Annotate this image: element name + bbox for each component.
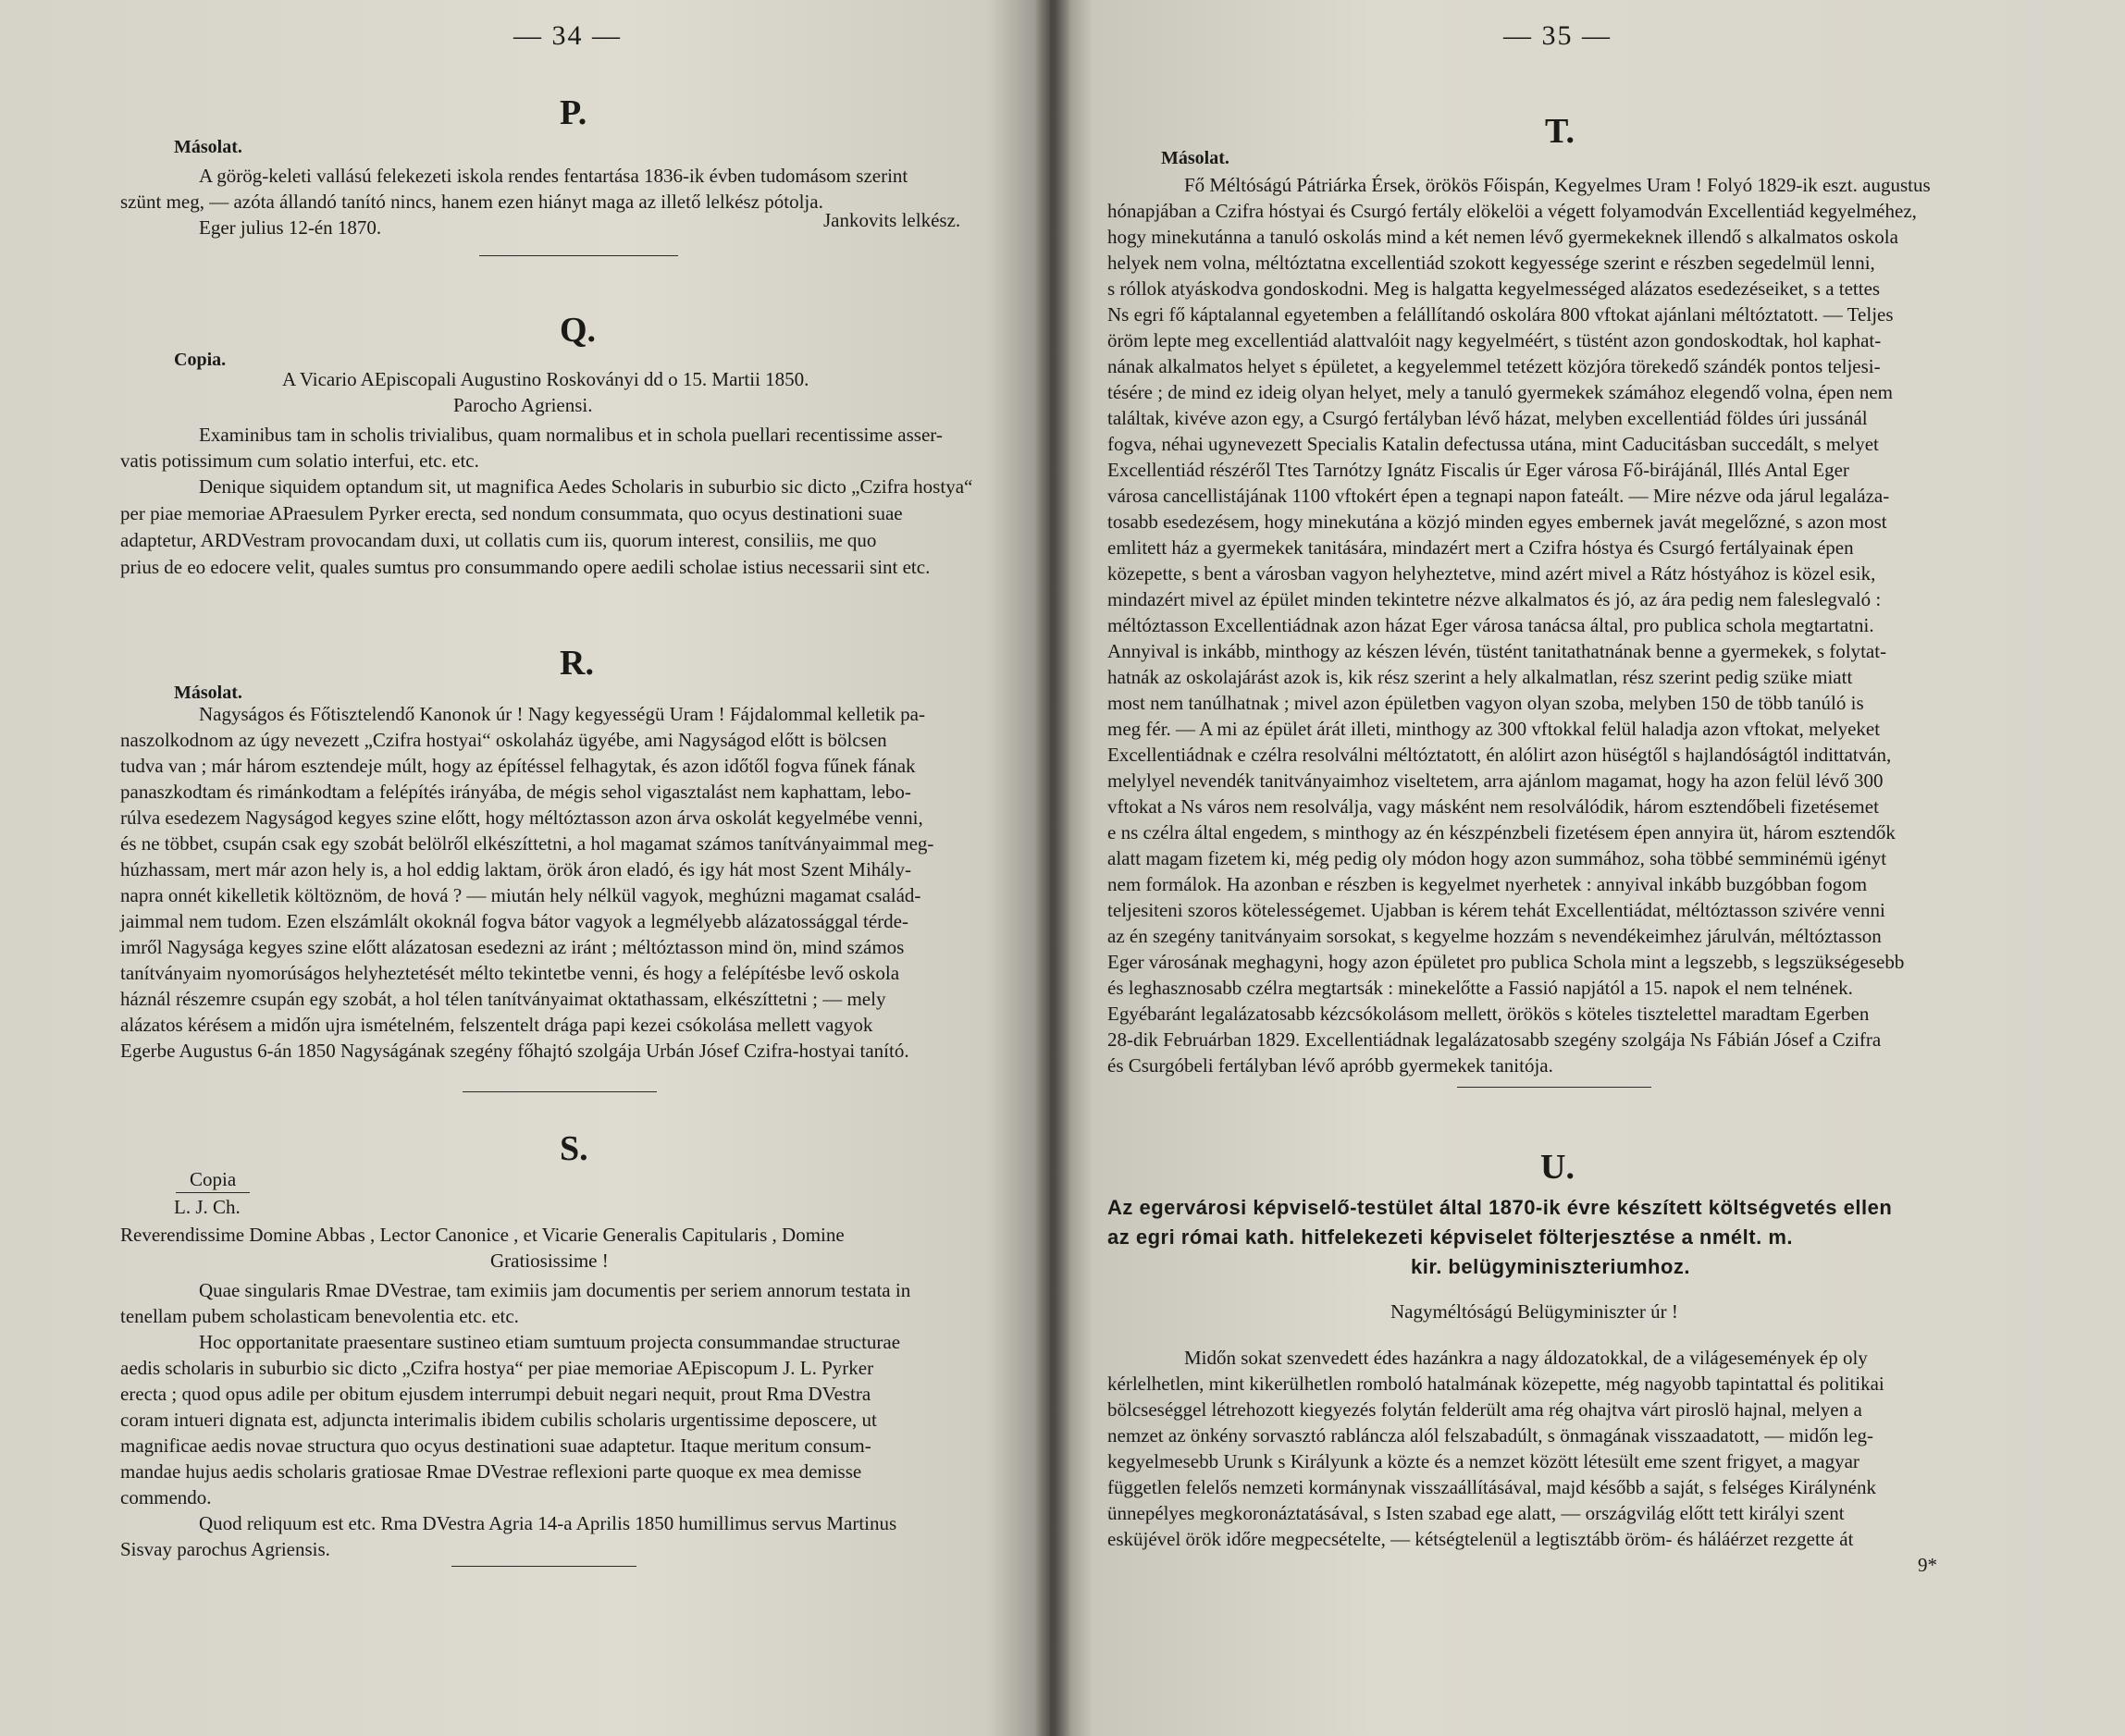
text-line: tenellam pubem scholasticam benevolentia etc. etc. (120, 1305, 519, 1327)
text-line: esküjével örök időre megpecsételte, — kétségtelenül a legtisztább öröm- és háláérzet rezgette át (1107, 1528, 1854, 1550)
book-gutter (1034, 0, 1071, 1736)
text-line: alatt magam fizetem ki, még pedig oly módon hogy azon summához, soha többé semminémü igényt (1107, 847, 1887, 869)
text-line: erecta ; quod opus adile per obitum ejusdem interrumpi debuit negari nequit, prout Rma DVestra (120, 1383, 871, 1405)
section-label: Copia (190, 1168, 237, 1190)
text-line: találtak, kivéve azon egy, a Csurgó fertályban lévő házat, melyben excellentiád földes úri jussánál (1107, 407, 1868, 429)
text-line: tésére ; de mind ez ideig olyan helyet, mely a tanuló gyermekek számához elegendő volna, épen nem (1107, 381, 1894, 403)
text-line: kegyelmesebb Urunk s Királyunk a közte és a nemzet között létesült eme szent frigyet, a magyar (1107, 1450, 1859, 1472)
text-line: nának alkalmatos helyet s épületet, a kegyelemmel tetézett közjóra törekedő szándék pontos teljesi- (1107, 355, 1881, 377)
text-line: öröm lepte meg excellentiád alattvalóit nagy kegyelméért, s tüstént azon gondoskodtak, hol kaphat- (1107, 329, 1882, 351)
text-line: panaszkodtam és rimánkodtam a felépítés irányába, de mégis sehol vigasztalást nem kaphattam, lebo- (120, 781, 911, 803)
text-line: Fő Méltóságú Pátriárka Érsek, örökös Főispán, Kegyelmes Uram ! Folyó 1829-ik eszt. augustus (1184, 174, 1931, 196)
text-line: városa cancellistájának 1100 vftokért épen a tegnapi napon fateált. — Mire nézve oda járul legaláza- (1107, 485, 1890, 507)
text-line: és leghasznosabb czélra megtartsák : minekelőtte a Fassió napjától a 15. napok el nem telnének. (1107, 977, 1853, 999)
section-heading-r: R. (560, 644, 594, 683)
section-heading-p: P. (560, 93, 587, 132)
text-line: nemzet az önkény sorvasztó rablánczа alól felszabadúlt, s önmagának visszaadatott, — midőn leg- (1107, 1424, 1874, 1447)
section-label: L. J. Ch. (174, 1196, 241, 1218)
signature: Jankovits lelkész. (823, 209, 961, 231)
text-line: az én szegény tanitványaim sorsokat, s kegyelme hozzám s nevendékeimhez járulván, méltóztasson (1107, 925, 1882, 947)
text-line: naszolkodnom az úgy nevezett „Czifra hostyai“ oskolaház ügyébe, ami Nagyságod előtt is bölcsen (120, 729, 887, 751)
text-line: Annyival is inkább, minthogy az készen lévén, tüstént tanitathatnának benne a gyermekek, s folytat- (1107, 640, 1887, 662)
text-line: rúlva esedezem Nagyságod kegyes szine előtt, hogy méltóztasson azon árva oskolát kegyelmébe venni, (120, 806, 923, 829)
text-line: Egyébaránt legalázatosabb kézcsókolásom mellett, örökös s köteles tisztelettel maradtam Egerben (1107, 1003, 1870, 1025)
section-label: Másolat. (174, 683, 242, 703)
text-line: alázatos kérésem a midőn ujra ismételném, felszentelt drága papi kezei csókolása mellett vagyok (120, 1014, 873, 1036)
divider (451, 1566, 636, 1567)
text-line: Egerbe Augustus 6-án 1850 Nagyságának szegény főhajtó szolgája Urbán Jósef Czifra-hostyai tanító. (120, 1040, 909, 1062)
divider (1457, 1087, 1651, 1088)
text-line: 28-dik Februárban 1829. Excellentiádnak legalázatosabb szegény szolgája Ns Fábián Jósef a Czifra (1107, 1028, 1882, 1051)
text-line: Parocho Agriensi. (453, 394, 593, 416)
text-line: Reverendissime Domine Abbas , Lector Canonice , et Vicarie Generalis Capitularis , Domine (120, 1224, 845, 1246)
date-line: Eger julius 12-én 1870. (199, 216, 382, 239)
section-heading-q: Q. (560, 311, 597, 350)
salutation: Nagyméltóságú Belügyminiszter úr ! (1390, 1300, 1678, 1323)
text-line: ünnepélyes megkoronáztatásával, s Isten szabad ege alatt, — országvilág előtt tett királyi szent (1107, 1502, 1845, 1524)
text-line: hónapjában a Czifra hóstyai és Csurgó fertály elökelöi a végett folyamodván Excellentiád kegyelméhez, (1107, 200, 1917, 222)
section-title-line: Az egervárosi képviselő-testület által 1870-ik évre készített költségvetés ellen (1107, 1196, 1893, 1219)
text-line: független felelős nemzeti kormánynak visszaállításával, majd később a saját, s felséges Királynénk (1107, 1476, 1876, 1498)
text-line: vftokat a Ns város nem resolválja, vagy másként nem resolválódik, három esztendőbeli fizetésemet (1107, 795, 1879, 818)
text-line: Nagyságos és Főtisztelendő Kanonok úr ! Nagy kegyességü Uram ! Fájdalommal kelletik pa- (199, 703, 925, 725)
text-line: hatnák az oskolajárást azok is, kik rész szerint a hely alkalmatlan, rész szerint pedig szüke miatt (1107, 666, 1853, 688)
section-heading-s: S. (560, 1129, 588, 1168)
text-line: mindazért mivel az épület minden tekintetre nézve alkalmatos és jó, az ára pedig nem faleslegvaló : (1107, 588, 1882, 610)
text-line: Denique siquidem optandum sit, ut magnifica Aedes Scholaris in suburbio sic dicto „Czifra hostya“ (199, 475, 973, 498)
text-line: Ns egri fő káptalannal egyetemben a felállítandó oskolára 800 vftokat ajánlani méltóztatott. — Teljes (1107, 303, 1894, 326)
text-line: napra onnét kikelletik költöznöm, de hová ? — miután hely nélkül vagyok, meghúzni magamat család- (120, 884, 921, 906)
text-line: nem formálok. Ha azonban e részben is kegyelmet nyerhetek : annyival inkább buzgóbban fogom (1107, 873, 1868, 895)
text-line: aedis scholaris in suburbio sic dicto „Czifra hostya“ per piae memoriae AEpiscopum J. L. Pyrker (120, 1357, 874, 1379)
text-line: Gratiosissime ! (490, 1250, 609, 1272)
text-line: Midőn sokat szenvedett édes hazánkra a nagy áldozatokkal, de a világesemények ép oly (1184, 1347, 1868, 1369)
text-line: Excellentiádnak e czélra resolválni méltóztatott, én alólirt azon hüségtől s hajlandóságtól indittatván, (1107, 744, 1892, 766)
text-line: Quod reliquum est etc. Rma DVestra Agria 14-a Aprilis 1850 humillimus servus Martinus (199, 1512, 897, 1534)
text-line: Eger városának meghagyni, hogy azon épületet pro publica Schola mint a legszebb, s legszükségesebb (1107, 951, 1905, 973)
section-title-line: az egri római kath. hitfelekezeti képviselet fölterjesztése a nmélt. m. (1107, 1225, 1793, 1249)
divider (479, 255, 678, 256)
text-line: melylyel nevendék tanitványaimhoz viseltetem, arra ajánlom magamat, hogy ha azon felül lévő 300 (1107, 770, 1884, 792)
text-line: és Csurgóbeli fertályban lévő apróbb gyermekek tanitója. (1107, 1054, 1553, 1077)
text-line: adaptetur, ARDVestram provocandam duxi, ut collatis cum iis, quorum interest, consiliis, me quo (120, 529, 877, 551)
text-line: bölcseséggel létrehozott kiegyezés folytán felderült ama rég ohajtva várt piroslö hajnal, melyen a (1107, 1398, 1862, 1421)
page-left (0, 0, 1050, 1736)
divider (463, 1091, 657, 1092)
text-line: tanítványaim nyomorúságos helyheztetését mélto tekintetbe venni, és hogy a felépítésbe levő oskola (120, 962, 900, 984)
text-line: Sisvay parochus Agriensis. (120, 1538, 330, 1560)
text-line: Hoc opportanitate praesentare sustineo etiam sumtuum projecta consummandae structurae (199, 1331, 901, 1353)
text-line: és ne többet, csupán csak egy szobát belölről elkészíttetni, a hol magamat számos tanítványaimmal meg- (120, 832, 934, 855)
text-line: most nem tanúlhatnak ; mivel azon épületben vagyon olyan szoba, melyben 150 de több tanúló is (1107, 692, 1864, 714)
text-line: emlitett ház a gyermekek tanitására, mindazért mert a Czifra hóstya és Csurgó fertályainak épen (1107, 536, 1854, 559)
page-number: — 34 — (513, 20, 622, 51)
text-line: jaimmal nem tudom. Ezen elszámlált okoknál fogva bátor vagyok a legmélyebb alázatossággal térde- (120, 910, 908, 932)
text-line: tosabb esedezésem, hogy minekutána a közjó minden egyes embernek javát megelőzné, s azon most (1107, 511, 1887, 533)
text-line: hogy minekutánna a tanuló oskolás mind a két nemen lévő gyermekeknek illendő s alkalmatos oskola (1107, 226, 1898, 248)
text-line: meg fér. — A mi az épület árát illeti, minthogy az 300 vftokkal felül haladja azon vftokat, melyeket (1107, 718, 1881, 740)
text-line: imről Nagysága kegyes szine előtt alázatosan esedezni az iránt ; méltóztasson mind ön, mind számos (120, 936, 905, 958)
text-line: tudva van ; már három esztendeje múlt, hogy az építéssel felhagytak, és azon időtől fogva fűnek fának (120, 755, 916, 777)
text-line: szünt meg, — azóta állandó tanító nincs, hanem ezen hiányt maga az illető lelkész pótolja. (120, 191, 823, 213)
text-line: prius de eo edocere velit, quales sumtus pro consummando opere aedili scholae istius necessarii sint etc. (120, 556, 931, 578)
text-line: fogva, néhai ugynevezett Specialis Katalin defectussa utána, mint Caducitásban succedált, s melyet (1107, 433, 1879, 455)
text-line: Examinibus tam in scholis trivialibus, quam normalibus et in schola puellari recentissime asser- (199, 424, 943, 446)
text-line: commendo. (120, 1486, 212, 1508)
text-line: per piae memoriae APraesulem Pyrker erecta, sed nondum consummata, quo ocyus destinationi suae (120, 502, 903, 524)
text-line: s róllok atyáskodva gondoskodni. Meg is halgatta kegyelmességed alázatos esedezéseiket, s a tettes (1107, 277, 1881, 300)
text-line: vatis potissimum cum solatio interfui, etc. etc. (120, 449, 479, 472)
text-line: húzhassam, mert már azon hely is, a hol eddig laktam, örök áron eladó, és igy hát most Szent Mihály- (120, 858, 911, 880)
text-line: méltóztasson Excellentiádnak azon házat Eger városa tanácsa által, pro publica schola megtartatni. (1107, 614, 1874, 636)
text-line: Excellentiád részéről Ttes Tarnótzy Ignátz Fiscalis úr Eger városa Fő-birájánál, Illés Antal Eger (1107, 459, 1849, 481)
text-line: kérlelhetlen, mint kikerülhetlen romboló hatalmának közepette, még nagyobb tapintattal és politikai (1107, 1373, 1884, 1395)
text-line: háznál részemre csupán egy szobát, a hol télen tanítványaimat oktathassam, elkészíttetni ; — mely (120, 988, 886, 1010)
section-label: Copia. (174, 350, 227, 370)
text-line: teljesiteni szoros kötelességemet. Ujabban is kérem tehát Excellentiádat, méltóztasson szivére venni (1107, 899, 1885, 921)
text-line: mandae hujus aedis scholaris gratiosae Rmae DVestrae reflexioni parte quoque ex mea demisse (120, 1460, 862, 1483)
signature-mark: 9* (1918, 1554, 1937, 1576)
text-line: e ns czélra által engedem, s minthogy az én készpénzbeli fizetésem épen annyira üt, három esztendők (1107, 821, 1896, 843)
text-line: coram intueri dignata est, adjuncta interimalis ibidem cubilis scholaris urgentissime deposcere, ut (120, 1409, 877, 1431)
page-right (1050, 0, 2125, 1736)
text-line: Quae singularis Rmae DVestrae, tam eximiis jam documentis per seriem annorum testata in (199, 1279, 911, 1301)
section-heading-u: U. (1540, 1148, 1575, 1187)
divider (176, 1192, 250, 1193)
section-label: Másolat. (174, 137, 242, 157)
page-number: — 35 — (1503, 20, 1612, 51)
text-line: közepette, s bent a városban vagyon helyheztetve, mind azért mivel a Rátz hóstyához is közel esik, (1107, 562, 1876, 585)
section-label: Másolat. (1161, 148, 1229, 168)
text-line: magnificae aedis novae structura quo ocyus destinationi suae adaptetur. Itaque meritum consum- (120, 1434, 871, 1457)
section-heading-t: T. (1545, 112, 1575, 151)
text-line: A Vicario AEpiscopali Augustino Roskoványi dd o 15. Martii 1850. (282, 368, 809, 390)
text-line: A görög-keleti vallású felekezeti iskola rendes fentartása 1836-ik évben tudomásom szerint (199, 165, 908, 187)
text-line: helyek nem volna, méltóztatna excellentiád szokott kegyessége szerint e részben segedelmül lenni, (1107, 252, 1875, 274)
section-title-line: kir. belügyminiszteriumhoz. (1411, 1255, 1691, 1278)
